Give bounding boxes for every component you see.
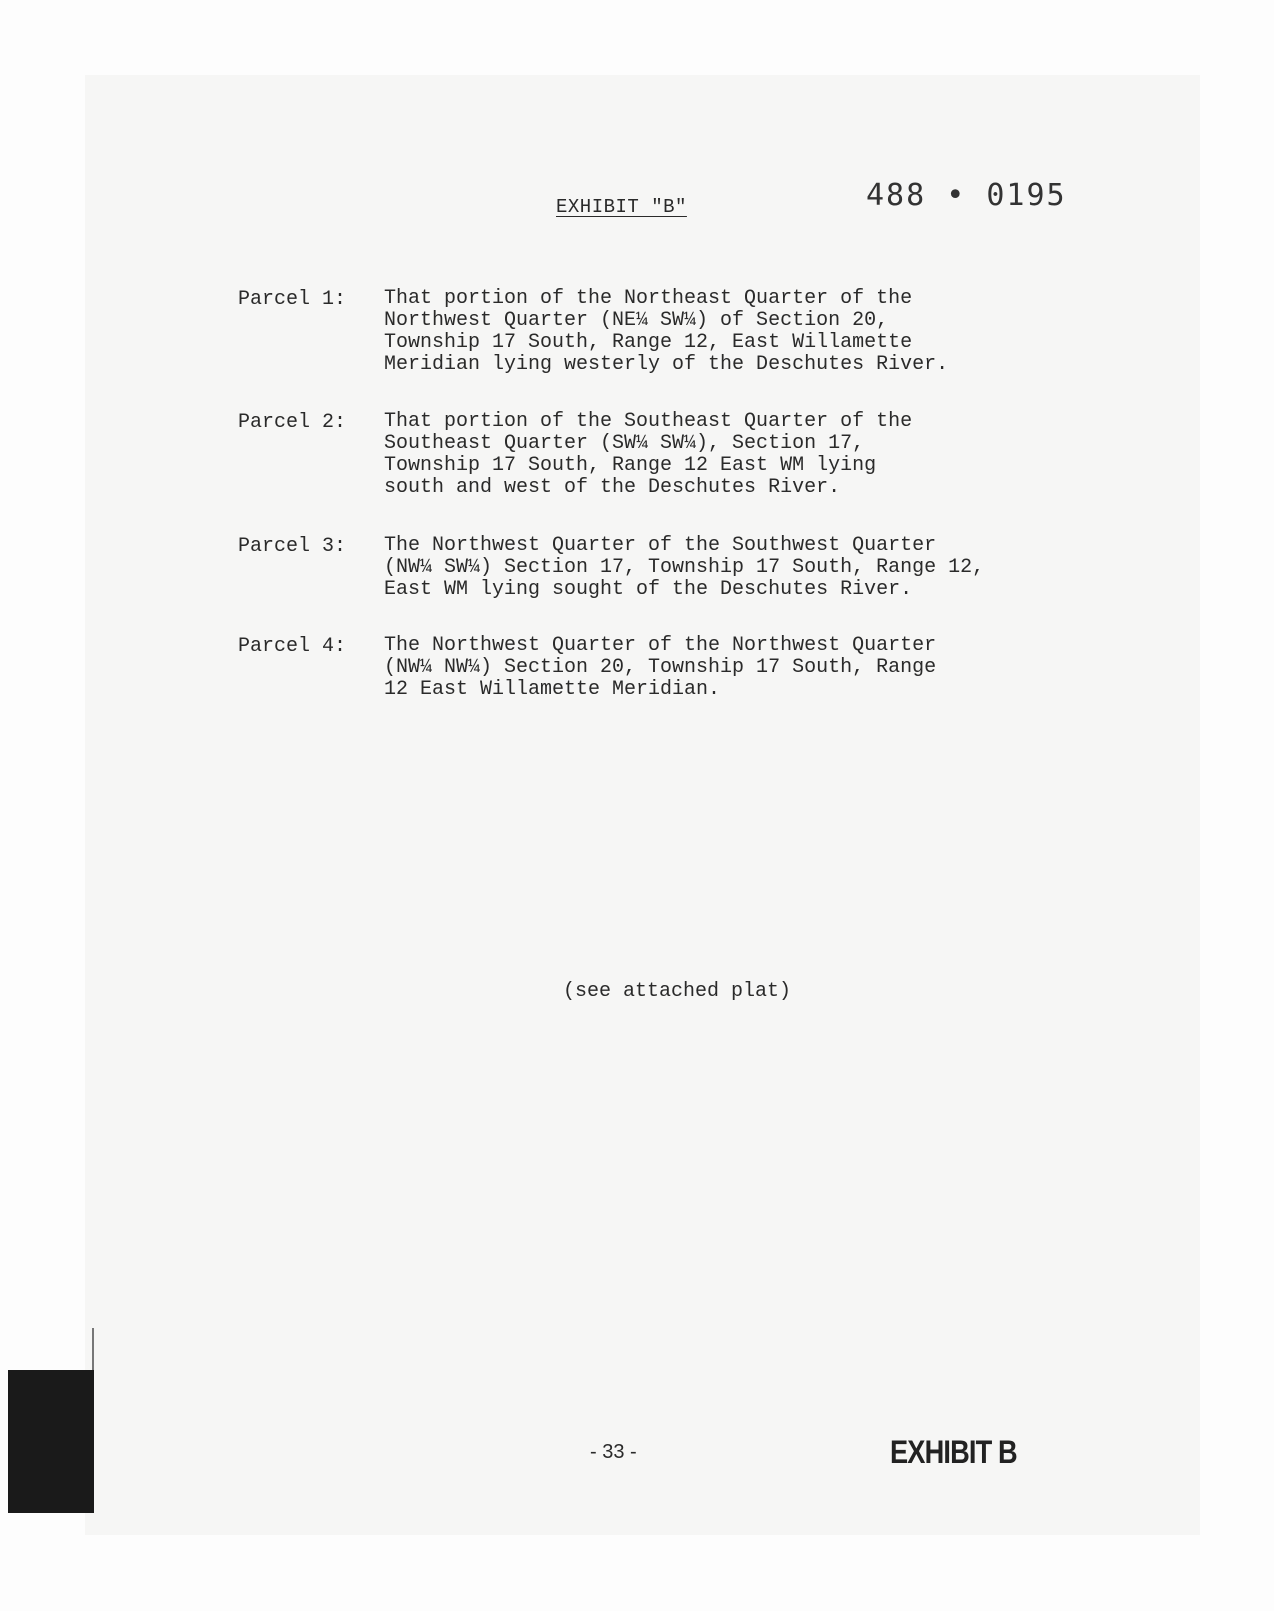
document-number: 488 • 0195 (866, 178, 1067, 213)
see-attached-note: (see attached plat) (563, 980, 792, 1003)
parcel-label: Parcel 1: (238, 288, 347, 311)
parcel-description: That portion of the Northeast Quarter of the Northwest Quarter (NE¼ SW¼) of Section 20, Township 17 South, Range 12, East Willamette Meridian lying westerly of the Deschutes River. (384, 287, 949, 376)
parcel-description: The Northwest Quarter of the Southwest Quarter (NW¼ SW¼) Section 17, Township 17 South, Range 12, East WM lying sought of the Deschutes River. (384, 534, 985, 601)
parcel-description: That portion of the Southeast Quarter of the Southeast Quarter (SW¼ SW¼), Section 17, Township 17 South, Range 12 East WM lying south and west of the Deschutes River. (384, 410, 913, 499)
parcel-label: Parcel 2: (238, 411, 347, 434)
binder-edge-line (92, 1328, 94, 1372)
exhibit-stamp: EXHIBIT B (890, 1434, 1017, 1470)
exhibit-title: EXHIBIT "B" (556, 196, 687, 218)
parcel-description: The Northwest Quarter of the Northwest Quarter (NW¼ NW¼) Section 20, Township 17 South, Range 12 East Willamette Meridian. (384, 634, 937, 701)
parcel-label: Parcel 3: (238, 535, 347, 558)
binder-tab-mark (8, 1370, 94, 1513)
page-number: - 33 - (590, 1441, 637, 1463)
parcel-label: Parcel 4: (238, 635, 347, 658)
